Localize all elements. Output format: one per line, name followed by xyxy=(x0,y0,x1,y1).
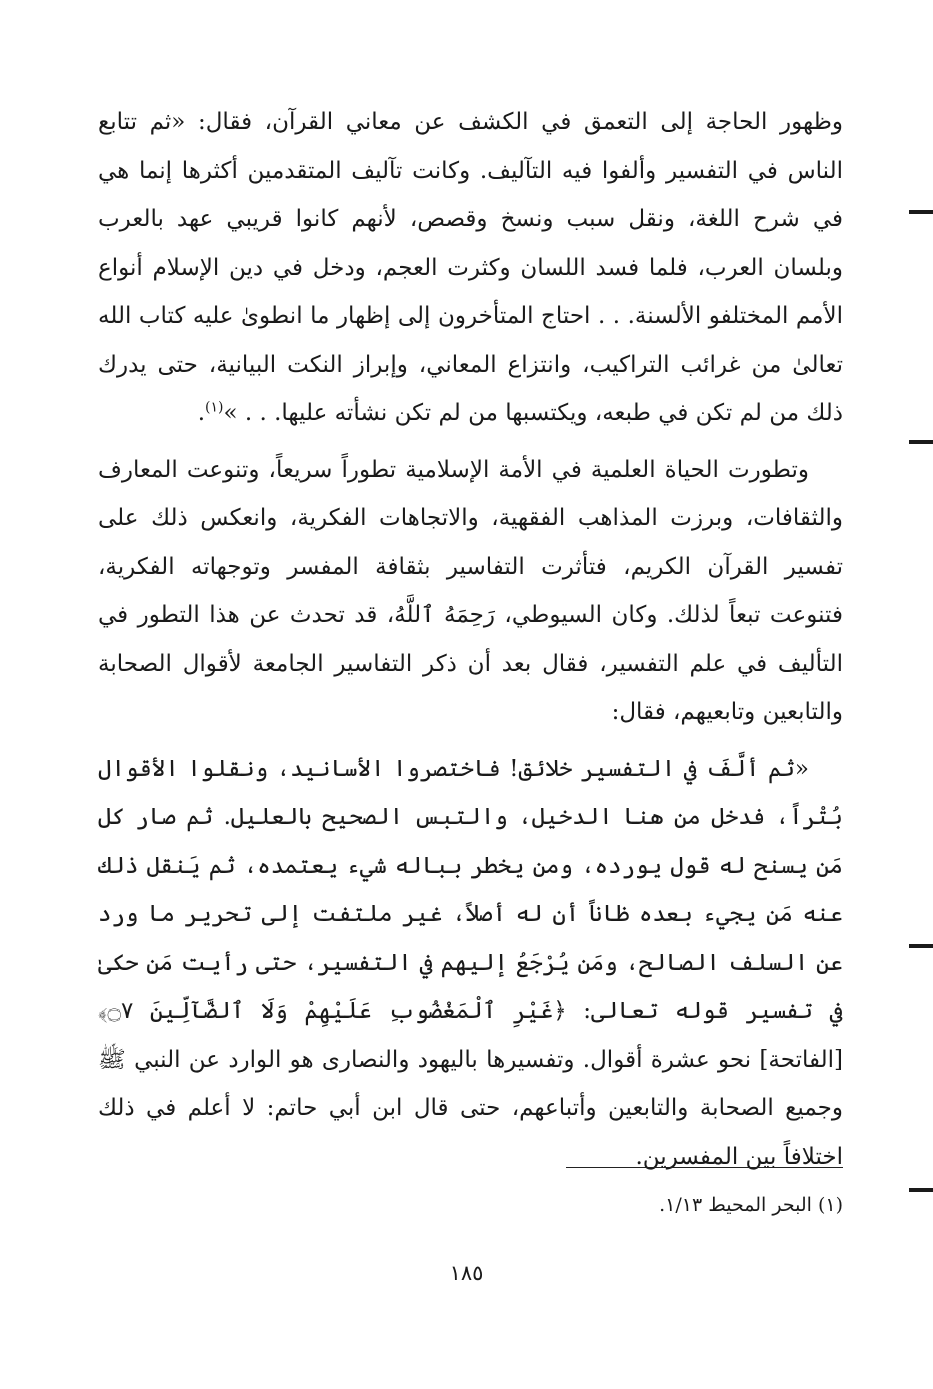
paragraph-1 xyxy=(98,98,843,438)
footnote: (١) البحر المحيط ١/١٣. xyxy=(659,1194,843,1216)
page-number: ١٨٥ xyxy=(449,1261,484,1285)
paragraph-1-tail: . xyxy=(197,400,205,426)
footnote-divider xyxy=(566,1167,843,1168)
edge-mark-1 xyxy=(909,210,933,214)
edge-mark-3 xyxy=(909,944,933,948)
edge-mark-2 xyxy=(909,440,933,444)
paragraph-3-quote: «ثم ألَّفَ في التفسير خلائق! فاختصروا الأسانيد، ونقلوا الأقوال بُتْراً، فدخل من هنا الدخيل، والتبس الصحيح بالعليل. ثم صار كل مَن يسنح له قول يورده، ومن يخطر بباله شيء يعتمده، ثم يَنقل ذلك عنه مَن يجيء بعده ظاناً أن له أصلاً، غير ملتفت إلى تحرير ما ورد عن السلف الصالح، ومَن يُرْجَعُ إليهم في التفسير، حتى رأيت مَن حكىٰ في تفسير قوله تعالى: ﴿غَيْرِ ٱلْمَغْضُوبِ عَلَيْهِمْ وَلَا ٱلضَّآلِّينَ ۝٧﴾ [الفاتحة] نحو عشرة أقوال. وتفسيرها باليهود والنصارى هو الوارد عن النبي ﷺ وجميع الصحابة والتابعين وأتباعهم، حتى قال ابن أبي حاتم: لا أعلم في ذلك اختلافاً بين المفسرين. xyxy=(98,755,843,1170)
paragraph-2: وتطورت الحياة العلمية في الأمة الإسلامية تطوراً سريعاً، وتنوعت المعارف والثقافات، وبرزت المذاهب الفقهية، والاتجاهات الفكرية، وانعكس ذلك على تفسير القرآن الكريم، فتأثرت التفاسير بثقافة المفسر وتوجهاته الفكرية، فتنوعت تبعاً لذلك. وكان السيوطي، رَحِمَهُ ٱللَّهُ، قد تحدث عن هذا التطور في التأليف في علم التفسير، فقال بعد أن ذكر التفاسير الجامعة لأقوال الصحابة والتابعين وتابعيهم، فقال: xyxy=(98,456,843,725)
paragraph-1-text: وظهور الحاجة إلى التعمق في الكشف عن معاني القرآن، فقال: «ثم تتابع الناس في التفسير وألفوا فيه التآليف. وكانت تآليف المتقدمين أكثرها إنما هي في شرح اللغة، ونقل سبب ونسخ وقصص، لأنهم كانوا قريبي عهد بالعرب وبلسان العرب، فلما فسد اللسان وكثرت العجم، ودخل في دين الإسلام أنواع الأمم المختلفو الألسنة. . . احتاج المتأخرون إلى إظهار ما انطوىٰ عليه كتاب الله تعالىٰ من غرائب التراكيب، وانتزاع المعاني، وإبراز النكت البيانية، حتى يدرك ذلك من لم تكن في طبعه، ويكتسبها من لم تكن نشأته عليها. . . » xyxy=(98,109,843,426)
main-text xyxy=(98,98,843,1181)
footnote-reference: (١) xyxy=(205,399,224,416)
edge-mark-4 xyxy=(909,1188,933,1192)
